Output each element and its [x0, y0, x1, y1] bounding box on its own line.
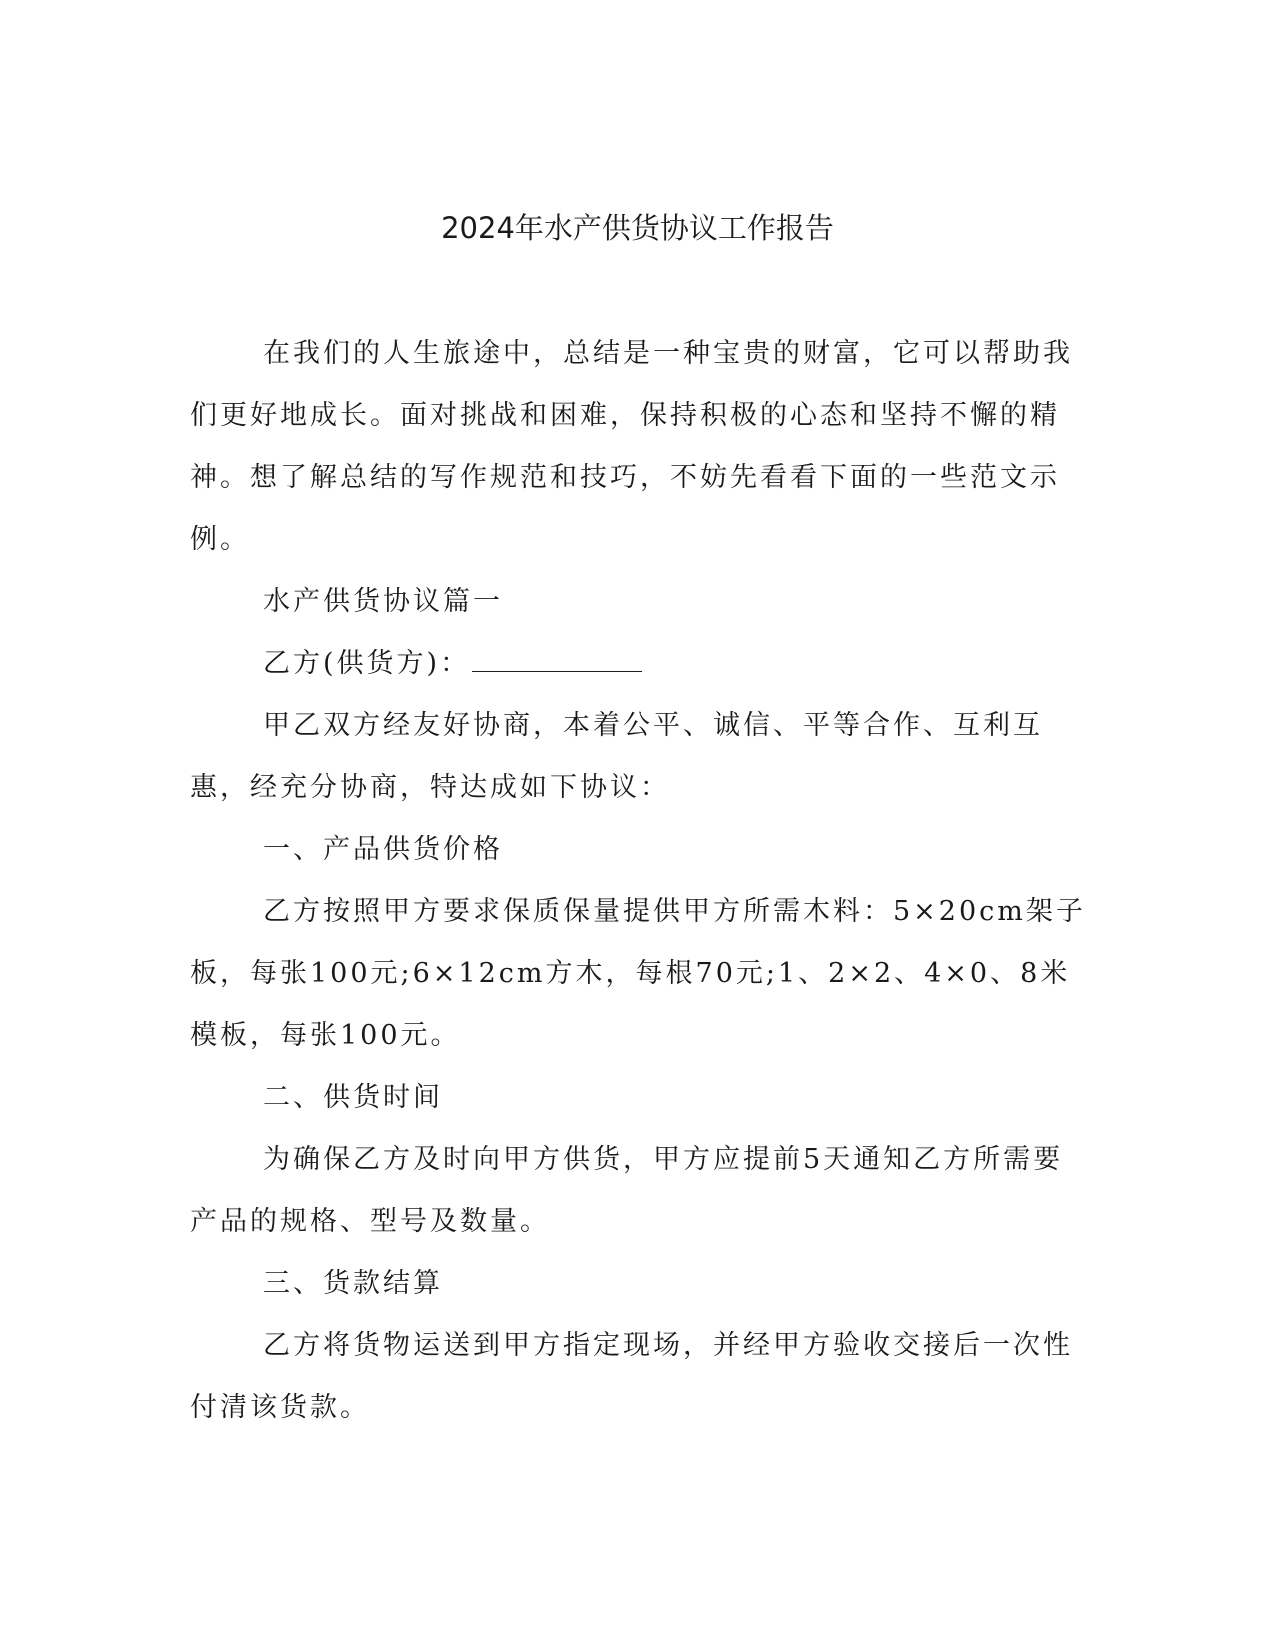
- preamble-paragraph: 甲乙双方经友好协商，本着公平、诚信、平等合作、互利互惠，经充分协商，特达成如下协议：: [190, 710, 1043, 803]
- document-body: [190, 323, 1090, 1439]
- clause2-paragraph: 为确保乙方及时向甲方供货，甲方应提前5天通知乙方所需要产品的规格、型号及数量。: [190, 1144, 1064, 1237]
- clause3-paragraph: 乙方将货物运送到甲方指定现场，并经甲方验收交接后一次性付清该货款。: [190, 1330, 1073, 1423]
- intro-paragraph: 在我们的人生旅途中，总结是一种宝贵的财富，它可以帮助我们更好地成长。面对挑战和困难，保持积极的心态和坚持不懈的精神。想了解总结的写作规范和技巧，不妨先看看下面的一些范文示例。: [190, 338, 1073, 555]
- clause3-heading: 三、货款结算: [263, 1268, 443, 1299]
- section-title: 水产供货协议篇一: [263, 586, 503, 617]
- party-b-blank: [472, 643, 642, 672]
- party-b-line: [190, 633, 1090, 695]
- clause2-heading: 二、供货时间: [263, 1082, 443, 1113]
- document-title: 2024年水产供货协议工作报告: [441, 211, 834, 245]
- party-b-label: 乙方(供货方)：: [263, 648, 471, 679]
- clause1-heading: 一、产品供货价格: [263, 834, 503, 865]
- clause1-paragraph: 乙方按照甲方要求保质保量提供甲方所需木料：5×20cm架子板，每张100元;6×12cm方木，每根70元;1、2×2、4×0、8米模板，每张100元。: [190, 896, 1086, 1051]
